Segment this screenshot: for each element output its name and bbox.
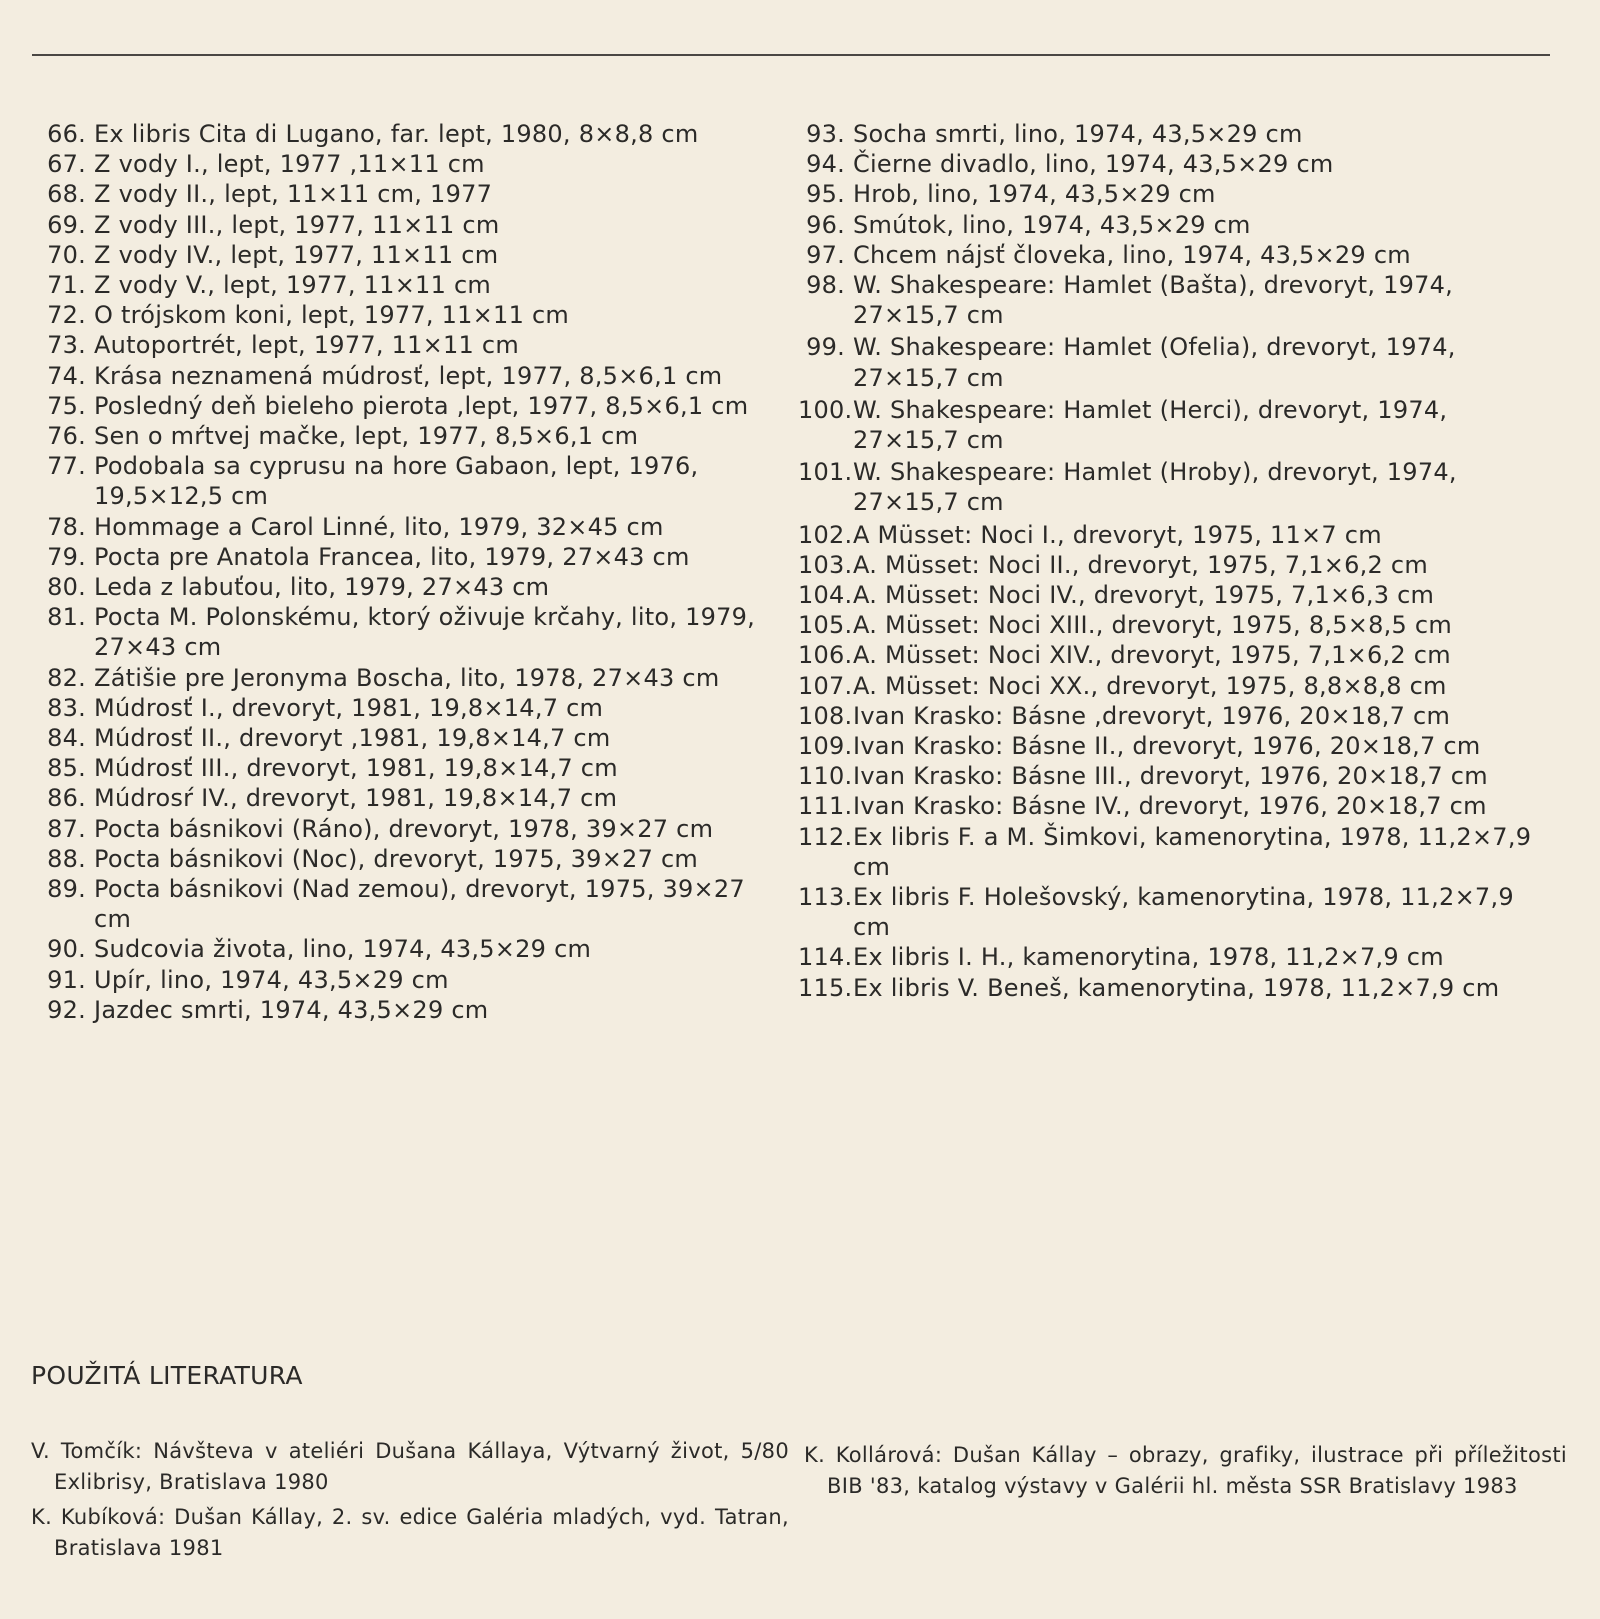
entry-number: 80. — [47, 573, 86, 602]
entry-number: 68. — [47, 180, 86, 209]
entry-number: 105. — [798, 611, 853, 640]
entry-number: 107. — [798, 671, 853, 700]
entry-number: 101. — [798, 458, 853, 487]
catalog-entry — [798, 240, 1558, 270]
entry-text: Chcem nájsť človeka, lino, 1974, 43,5×29 cm — [853, 240, 1411, 269]
entry-number: 110. — [798, 762, 853, 791]
entry-text: Ex libris F. a M. Šimkovi, kamenorytina, 1978, 11,2×7,9 cm — [853, 822, 1532, 881]
entry-text: Smútok, lino, 1974, 43,5×29 cm — [853, 210, 1251, 239]
entry-text: Leda z labuťou, lito, 1979, 27×43 cm — [94, 573, 550, 602]
entry-number: 67. — [47, 150, 86, 179]
entry-number: 93. — [806, 120, 845, 148]
catalog-entry — [38, 572, 773, 602]
entry-text: Hrob, lino, 1974, 43,5×29 cm — [853, 180, 1216, 209]
entry-text: Ivan Krasko: Básne III., drevoryt, 1976, 20×18,7 cm — [853, 762, 1488, 791]
catalog-entry — [798, 520, 1558, 550]
entry-text: Pocta básnikovi (Ráno), drevoryt, 1978, 39×27 cm — [94, 814, 714, 843]
catalog-entry — [798, 671, 1558, 701]
entry-number: 81. — [47, 603, 86, 632]
entry-text: A. Müsset: Noci XIV., drevoryt, 1975, 7,1×6,2 cm — [853, 641, 1451, 670]
entry-number: 95. — [806, 180, 845, 209]
entry-text: Ivan Krasko: Básne II., drevoryt, 1976, 20×18,7 cm — [853, 732, 1481, 761]
entry-number: 71. — [47, 271, 86, 300]
entry-text: Krása neznamená múdrosť, lept, 1977, 8,5×6,1 cm — [94, 361, 723, 390]
entry-text: Ex libris V. Beneš, kamenorytina, 1978, 11,2×7,9 cm — [853, 973, 1500, 1002]
catalog-entry — [38, 179, 773, 209]
catalog-entry — [38, 361, 773, 391]
entry-number: 72. — [47, 301, 86, 330]
entry-number: 114. — [798, 943, 853, 972]
entry-number: 100. — [798, 395, 853, 424]
catalog-entry — [38, 451, 773, 511]
entry-number: 79. — [47, 542, 86, 571]
entry-number: 78. — [47, 512, 86, 541]
entry-number: 76. — [47, 422, 86, 451]
catalog-entry — [798, 973, 1558, 1003]
entry-number: 97. — [806, 240, 845, 269]
entry-text: Sudcovia života, lino, 1974, 43,5×29 cm — [94, 935, 592, 964]
entry-text: W. Shakespeare: Hamlet (Bašta), drevoryt, 1974, 27×15,7 cm — [853, 271, 1454, 330]
entry-text: Upír, lino, 1974, 43,5×29 cm — [94, 965, 449, 994]
entry-number: 69. — [47, 210, 86, 239]
entry-text: Z vody V., lept, 1977, 11×11 cm — [94, 271, 492, 300]
entry-text: A. Müsset: Noci IV., drevoryt, 1975, 7,1×6,3 cm — [853, 581, 1435, 610]
entry-text: Ex libris I. H., kamenorytina, 1978, 11,2×7,9 cm — [853, 943, 1444, 972]
catalog-entry — [798, 179, 1558, 209]
entry-number: 108. — [798, 701, 853, 730]
catalog-entry — [38, 693, 773, 723]
catalog-entry — [38, 210, 773, 240]
catalog-entry — [798, 942, 1558, 972]
entry-number: 104. — [798, 581, 853, 610]
entry-text: Sen o mŕtvej mačke, lept, 1977, 8,5×6,1 cm — [94, 422, 639, 451]
entry-number: 94. — [806, 150, 845, 179]
catalog-entry — [798, 610, 1558, 640]
catalog-entry — [38, 300, 773, 330]
catalog-entry — [38, 119, 773, 149]
catalog-entry — [798, 761, 1558, 791]
entry-text: Z vody III., lept, 1977, 11×11 cm — [94, 210, 500, 239]
catalog-entry — [798, 119, 1558, 149]
catalog-entry — [798, 822, 1558, 882]
entry-text: Pocta M. Polonskému, ktorý oživuje krčahy, lito, 1979, 27×43 cm — [94, 603, 756, 662]
entry-text: A. Müsset: Noci II., drevoryt, 1975, 7,1×6,2 cm — [853, 550, 1428, 579]
reference-entry: K. Kubíková: Dušan Kállay, 2. sv. edice Galéria mladých, vyd. Tatran, Bratislava 1981 — [31, 1505, 789, 1560]
entry-number: 113. — [798, 883, 853, 912]
entry-number: 91. — [47, 965, 86, 994]
catalog-entry — [38, 602, 773, 662]
entry-text: W. Shakespeare: Hamlet (Herci), drevoryt, 1974, 27×15,7 cm — [853, 395, 1448, 455]
catalog-entry — [38, 814, 773, 844]
catalog-entry — [798, 640, 1558, 670]
catalog-entry — [38, 391, 773, 421]
entry-number: 82. — [47, 663, 86, 692]
catalog-entry — [798, 270, 1558, 330]
catalog-entry — [38, 149, 773, 179]
catalog-entry — [38, 783, 773, 813]
catalog-entry — [798, 791, 1558, 821]
entry-number: 90. — [47, 935, 86, 964]
catalog-entry — [798, 210, 1558, 240]
literature-heading: POUŽITÁ LITERATURA — [31, 1361, 303, 1390]
catalog-entry — [38, 965, 773, 995]
entry-text: Z vody I., lept, 1977 ,11×11 cm — [94, 150, 485, 179]
catalog-entry — [38, 330, 773, 360]
entry-text: A. Müsset: Noci XX., drevoryt, 1975, 8,8×8,8 cm — [853, 671, 1447, 700]
catalog-entry — [798, 550, 1558, 580]
entry-number: 112. — [798, 822, 853, 851]
catalog-entry — [798, 580, 1558, 610]
entry-text: Jazdec smrti, 1974, 43,5×29 cm — [94, 995, 489, 1024]
catalog-entry — [38, 270, 773, 300]
catalog-entry — [38, 512, 773, 542]
entry-number: 102. — [798, 520, 853, 549]
entry-text: Z vody II., lept, 11×11 cm, 1977 — [94, 180, 493, 209]
entry-number: 70. — [47, 240, 86, 269]
entry-text: W. Shakespeare: Hamlet (Ofelia), drevoryt, 1974, 27×15,7 cm — [853, 333, 1456, 392]
catalog-entry — [38, 240, 773, 270]
entry-number: 99. — [806, 333, 845, 362]
entry-text: Múdrosť II., drevoryt ,1981, 19,8×14,7 cm — [94, 724, 611, 753]
entry-number: 85. — [47, 754, 86, 783]
catalog-entry — [798, 149, 1558, 179]
entry-text: A Müsset: Noci I., drevoryt, 1975, 11×7 cm — [853, 520, 1382, 549]
catalog-entry — [38, 995, 773, 1025]
entry-text: Ivan Krasko: Básne ,drevoryt, 1976, 20×18,7 cm — [853, 701, 1451, 730]
entry-number: 88. — [47, 844, 86, 873]
entry-number: 109. — [798, 732, 853, 761]
entry-text: Hommage a Carol Linné, lito, 1979, 32×45 cm — [94, 512, 664, 541]
catalog-entry — [38, 844, 773, 874]
entry-text: Zátišie pre Jeronyma Boscha, lito, 1978, 27×43 cm — [94, 663, 720, 692]
entry-number: 77. — [47, 452, 86, 481]
entry-text: W. Shakespeare: Hamlet (Hroby), drevoryt, 1974, 27×15,7 cm — [853, 458, 1457, 517]
entry-number: 115. — [798, 973, 853, 1002]
entry-number: 89. — [47, 875, 86, 904]
entry-number: 86. — [47, 784, 86, 813]
reference-entry: K. Kollárová: Dušan Kállay – obrazy, grafiky, ilustrace při příležitosti BIB '83, katalog výstavy v Galérii hl. města SSR Bratislavy 1983 — [804, 1443, 1567, 1498]
entry-number: 103. — [798, 550, 853, 579]
entry-text: Ivan Krasko: Básne IV., drevoryt, 1976, 20×18,7 cm — [853, 792, 1487, 821]
catalog-entry — [38, 934, 773, 964]
entry-text: Z vody IV., lept, 1977, 11×11 cm — [94, 240, 499, 269]
entry-text: O trójskom koni, lept, 1977, 11×11 cm — [94, 301, 570, 330]
catalog-entry — [38, 753, 773, 783]
catalog-entry — [38, 723, 773, 753]
entry-number: 92. — [47, 995, 86, 1024]
catalog-entry — [38, 421, 773, 451]
entry-text: Podobala sa cyprusu na hore Gabaon, lept, 1976, 19,5×12,5 cm — [94, 452, 699, 511]
entry-number: 66. — [47, 120, 86, 148]
entry-number: 84. — [47, 724, 86, 753]
catalog-entry — [798, 882, 1558, 942]
entry-number: 83. — [47, 693, 86, 722]
entry-text: Čierne divadlo, lino, 1974, 43,5×29 cm — [853, 150, 1334, 179]
entry-text: Pocta pre Anatola Francea, lito, 1979, 27×43 cm — [94, 542, 690, 571]
catalog-entry — [38, 874, 773, 934]
entry-text: Ex libris Cita di Lugano, far. lept, 1980, 8×8,8 cm — [94, 120, 699, 148]
catalog-entry — [798, 332, 1558, 392]
entry-number: 75. — [47, 391, 86, 420]
reference-entry: V. Tomčík: Návšteva v ateliéri Dušana Kállaya, Výtvarný život, 5/80 Exlibrisy, Bratislava 1980 — [31, 1439, 789, 1494]
catalog-list-left — [38, 119, 773, 1025]
entry-number: 106. — [798, 641, 853, 670]
entry-number: 74. — [47, 361, 86, 390]
entry-text: Pocta básnikovi (Nad zemou), drevoryt, 1975, 39×27 cm — [94, 875, 745, 934]
catalog-entry — [38, 542, 773, 572]
entry-number: 87. — [47, 814, 86, 843]
entry-number: 73. — [47, 331, 86, 360]
entry-number: 98. — [806, 271, 845, 300]
catalog-entry — [798, 731, 1558, 761]
entry-text: Posledný deň bieleho pierota ,lept, 1977, 8,5×6,1 cm — [94, 391, 749, 420]
entry-text: Múdrosŕ IV., drevoryt, 1981, 19,8×14,7 cm — [94, 784, 618, 813]
entry-text: Múdrosť III., drevoryt, 1981, 19,8×14,7 cm — [94, 754, 618, 783]
entry-text: Ex libris F. Holešovský, kamenorytina, 1978, 11,2×7,9 cm — [853, 883, 1514, 942]
top-rule — [32, 54, 1550, 56]
entry-number: 96. — [806, 210, 845, 239]
catalog-entry — [798, 457, 1558, 517]
entry-number: 111. — [798, 792, 853, 821]
catalog-entry — [798, 701, 1558, 731]
entry-text: Autoportrét, lept, 1977, 11×11 cm — [94, 331, 520, 360]
entry-text: Pocta básnikovi (Noc), drevoryt, 1975, 39×27 cm — [94, 844, 699, 873]
catalog-entry — [38, 663, 773, 693]
catalog-entry — [798, 395, 1558, 455]
catalog-list-right — [798, 119, 1558, 1003]
entry-text: Socha smrti, lino, 1974, 43,5×29 cm — [853, 120, 1303, 148]
entry-text: A. Müsset: Noci XIII., drevoryt, 1975, 8,5×8,5 cm — [853, 611, 1452, 640]
entry-text: Múdrosť I., drevoryt, 1981, 19,8×14,7 cm — [94, 693, 604, 722]
